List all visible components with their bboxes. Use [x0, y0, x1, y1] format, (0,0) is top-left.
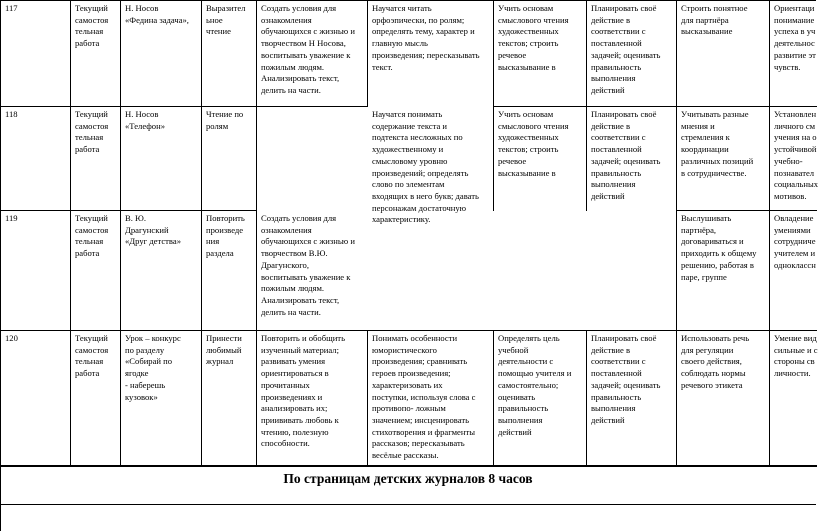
- cognitive-uud-cell: Определять цель учебной деятельности с помощью учителя и самостоятельно; оценивать правильность выполнения действий: [498, 333, 572, 437]
- column-divider: [676, 210, 677, 331]
- column-divider: [0, 330, 1, 466]
- column-divider: [586, 106, 587, 211]
- communicative-uud-cell: Использовать речь для регуляции своего действия, соблюдать нормы речевого этикета: [681, 333, 750, 390]
- column-divider: [201, 106, 202, 211]
- row-divider: [0, 0, 816, 1]
- column-divider: [676, 0, 677, 107]
- lesson-type-cell: Текущий самостоя тельная работа: [75, 333, 109, 379]
- column-divider: [0, 210, 1, 331]
- lesson-number-cell: 117: [5, 3, 18, 13]
- column-divider: [769, 330, 770, 466]
- row-divider: [0, 106, 368, 107]
- column-divider: [769, 210, 770, 331]
- column-divider: [769, 0, 770, 107]
- column-divider: [256, 330, 257, 466]
- communicative-uud-cell: Выслушивать партнёра, договариваться и приходить к общему решению, работая в паре, группе: [681, 213, 757, 282]
- personal-uud-cell: Установлен личного см учения на о устойчивой учебно- познавател социальных мотивов.: [774, 109, 819, 201]
- lesson-topic-cell: Н. Носов «Телефон»: [125, 109, 166, 131]
- column-divider: [493, 0, 494, 107]
- column-divider: [367, 0, 368, 107]
- column-divider: [256, 106, 257, 211]
- row-divider: [0, 330, 817, 331]
- lesson-form-cell: Повторить произведе ния раздела: [206, 213, 245, 259]
- cognitive-uud-cell: Учить основам смыслового чтения художественных текстов; строить речевое высказывание в: [498, 109, 569, 178]
- column-divider: [676, 106, 677, 211]
- communicative-uud-cell: Учитывать разные мнения и стремления к координации различных позиций в сотрудничестве.: [681, 109, 754, 178]
- column-divider: [120, 330, 121, 466]
- column-divider: [70, 0, 71, 107]
- lesson-topic-cell: Урок – конкурс по разделу «Собирай по ягодке - наберешь кузовок»: [125, 333, 181, 402]
- cognitive-uud-cell: Учить основам смыслового чтения художественных текстов; строить речевое высказывание в: [498, 3, 569, 72]
- row-divider: [493, 106, 817, 107]
- lesson-form-cell: Выразител ьное чтение: [206, 3, 246, 37]
- subject-results-cell: Понимать особенности юмористического произведения; сравнивать героев произведения; характеризовать их поступки, используя слова с противопо- ложным значением; инсценировать стихотворения и фрагменты рассказов; пересказывать весёлые рассказы.: [372, 333, 476, 461]
- lesson-form-cell: Принести любимый журнал: [206, 333, 242, 367]
- personal-uud-cell: Овладение умениями сотрудниче учителем и одноклассн: [774, 213, 816, 270]
- column-divider: [493, 106, 494, 211]
- column-divider: [676, 330, 677, 466]
- lesson-number-cell: 120: [5, 333, 18, 343]
- column-divider: [70, 210, 71, 331]
- column-divider: [70, 330, 71, 466]
- column-divider: [201, 210, 202, 331]
- column-divider: [769, 106, 770, 211]
- column-divider: [0, 0, 1, 107]
- teacher-goal-cell: Создать условия для ознакомления обучающихся с жизнью и творчеством Н Носова, воспитывать уважение к пожилым людям. Анализировать текст, делить на части.: [261, 3, 355, 95]
- column-divider: [367, 330, 368, 466]
- column-divider: [256, 210, 257, 331]
- teacher-goal-cell: Создать условия для ознакомления обучающихся с жизнью и творчеством В.Ю. Драгунского, воспитывать уважение к пожилым людям. Анализировать текст, делить на части.: [261, 213, 355, 317]
- column-divider: [70, 106, 71, 211]
- column-divider: [586, 330, 587, 466]
- regulatory-uud-cell: Планировать своё действие в соответствии с поставленной задачей; оценивать правильность выполнения действий: [591, 333, 661, 425]
- lesson-type-cell: Текущий самостоя тельная работа: [75, 109, 109, 155]
- communicative-uud-cell: Строить понятное для партнёра высказывание: [681, 3, 748, 37]
- personal-uud-cell: Ориентаци понимание успеха в уч деятельнос развитие эт чувств.: [774, 3, 816, 72]
- lesson-form-cell: Чтение по ролям: [206, 109, 244, 131]
- lesson-number-cell: 119: [5, 213, 18, 223]
- column-divider: [120, 0, 121, 107]
- lesson-type-cell: Текущий самостоя тельная работа: [75, 213, 109, 259]
- column-divider: [493, 330, 494, 466]
- row-divider: [0, 465, 817, 467]
- teacher-goal-cell: Повторить и обобщить изученный материал; развивать умения ориентироваться в прочитанных произведениях и анализировать их; приививать любовь к чтению, полезную способности.: [261, 333, 345, 449]
- section-heading: По страницам детских журналов 8 часов: [283, 471, 533, 486]
- lesson-number-cell: 118: [5, 109, 18, 119]
- column-divider: [256, 0, 257, 107]
- column-divider: [0, 106, 1, 211]
- lesson-topic-cell: Н. Носов «Федина задача»,: [125, 3, 189, 25]
- column-divider: [120, 106, 121, 211]
- row-divider: [676, 210, 817, 211]
- row-divider: [0, 504, 816, 505]
- lesson-topic-cell: В. Ю. Драгунский «Друг детства»: [125, 213, 181, 247]
- regulatory-uud-cell: Планировать своё действие в соответствии с поставленной задачей; оценивать правильность выполнения действий: [591, 3, 661, 95]
- regulatory-uud-cell: Планировать своё действие в соответствии с поставленной задачей; оценивать правильность выполнения действий: [591, 109, 661, 201]
- lesson-type-cell: Текущий самостоя тельная работа: [75, 3, 109, 49]
- subject-results-cell: Научатся понимать содержание текста и подтекста несложных по художественному и смысловому уровню произведений; определять слово по элементам входящих в него букв; давать персонажам достаточную характеристику.: [372, 109, 479, 225]
- column-divider: [201, 0, 202, 107]
- column-divider: [201, 330, 202, 466]
- column-divider: [586, 0, 587, 107]
- subject-results-cell: Научатся читать орфоэпически, по ролям; определять тему, характер и главную мысль произведения; пересказывать текст.: [372, 3, 480, 72]
- personal-uud-cell: Умение вид сильные и с стороны св личности.: [774, 333, 818, 379]
- row-divider: [0, 210, 257, 211]
- column-divider: [120, 210, 121, 331]
